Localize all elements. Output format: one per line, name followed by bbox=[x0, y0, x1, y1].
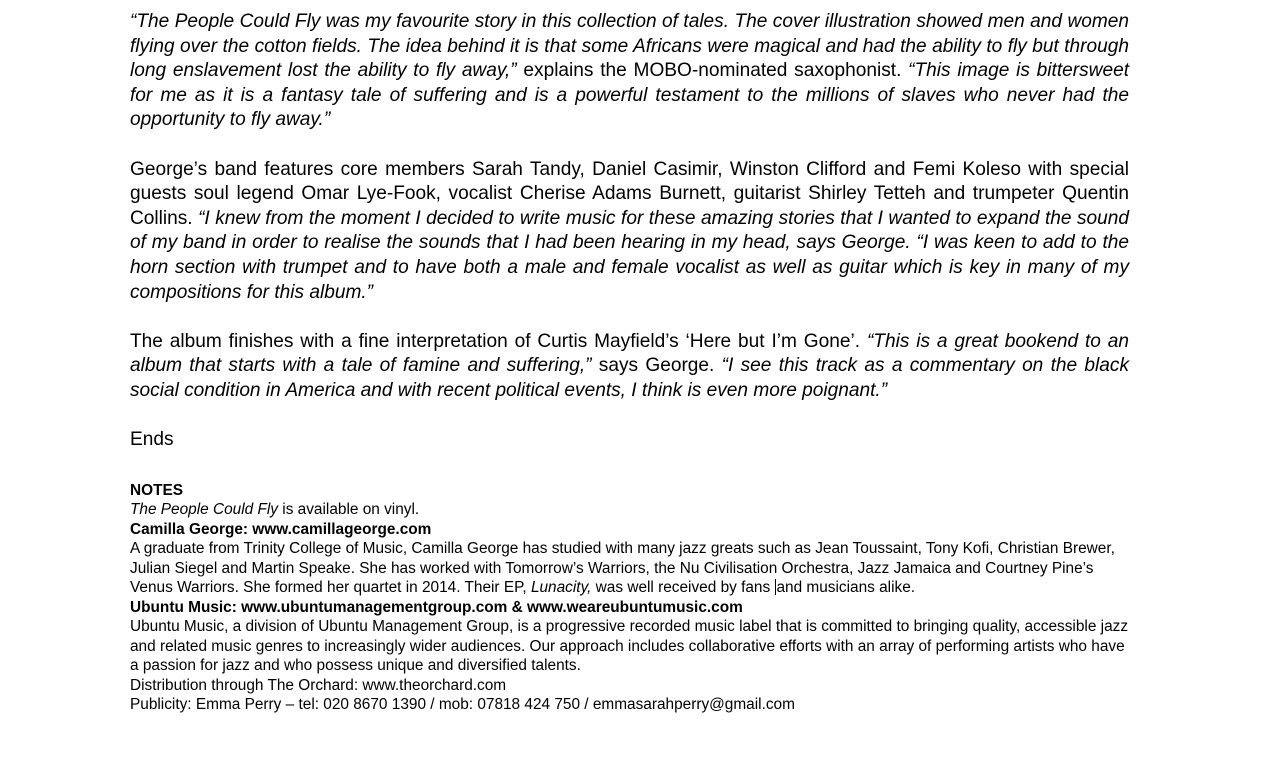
ends-marker: Ends bbox=[130, 429, 174, 451]
ubuntu-music-heading: Ubuntu Music: www.ubuntumanagementgroup.com & www.weareubuntumusic.com bbox=[130, 598, 743, 616]
availability-text: is available on vinyl. bbox=[278, 501, 420, 519]
says-george-text: says George. bbox=[591, 355, 722, 377]
quote-bookend: “This is a great bookend to an album that starts with a tale of famine and suffering,” bbox=[130, 330, 1129, 377]
notes-heading: NOTES bbox=[130, 481, 184, 499]
paragraph-band-members bbox=[130, 158, 1129, 306]
ubuntu-music-description: Ubuntu Music, a division of Ubuntu Management Group, is a progressive recorded music label that is committed to bringing quality, accessible jazz and related music genres to increasingly wider audiences. Our approach includes collaborative efforts with an array of performing artists who have a passion for jazz and who possess unique and diversified talents. bbox=[130, 618, 1129, 675]
availability-line bbox=[130, 500, 1129, 520]
quote-expand-sound: “I knew from the moment I decided to write music for these amazing stories that I wanted to expand the sound of my band in order to realise the sounds that I had been hearing in my head, says George. “I was keen to add to the horn section with trumpet and to have both a male and female vocalist as well as guitar which is key in many of my compositions for this album.” bbox=[130, 207, 1129, 303]
quote-commentary: “I see this track as a commentary on the black social condition in America and with recent political events, I think is even more poignant.” bbox=[130, 355, 1130, 401]
curtis-mayfield-text: The album finishes with a fine interpretation of Curtis Mayfield’s ‘Here but I’m Gone’. bbox=[130, 330, 867, 352]
paragraph-people-could-fly bbox=[130, 10, 1129, 133]
band-lineup-text: George’s band features core members Sarah Tandy, Daniel Casimir, Winston Clifford and Femi Koleso with special guests soul legend Omar Lye-Fook, vocalist Cherise Adams Burnett, guitarist Shirley Tetteh and trumpeter Quentin Collins. bbox=[130, 158, 1129, 229]
attribution-saxophonist: explains the MOBO-nominated saxophonist. bbox=[516, 60, 909, 82]
ep-title: Lunacity, bbox=[530, 579, 592, 597]
quote-cover-illustration: “The People Could Fly was my favourite story in this collection of tales. The cover illustration showed men and women flying over the cotton fields. The idea behind it is that some Africans were magical and had the ability to fly but through long enslavement lost the ability to fly away,” bbox=[130, 11, 1129, 82]
notes-section bbox=[130, 481, 1129, 715]
camilla-george-heading: Camilla George: www.camillageorge.com bbox=[130, 520, 432, 538]
album-title: The People Could Fly bbox=[130, 501, 278, 519]
publicity-line: Publicity: Emma Perry – tel: 020 8670 1390 / mob: 07818 424 750 / emmasarahperry@gmail.com bbox=[130, 696, 795, 714]
camilla-bio-text-3: and musicians alike. bbox=[776, 579, 916, 597]
quote-bittersweet: “This image is bittersweet for me as it is a fantasy tale of suffering and is a powerful testament to the millions of slaves who never had the opportunity to fly away.” bbox=[130, 60, 1130, 131]
document-page bbox=[130, 10, 1129, 715]
distribution-line: Distribution through The Orchard: www.theorchard.com bbox=[130, 676, 507, 694]
camilla-bio-text: A graduate from Trinity College of Music, Camilla George has studied with many jazz greats such as Jean Toussaint, Tony Kofi, Christian Brewer, Julian Siegel and Martin Speake. She has worked with Tomorrow’s Warriors, the Nu Civilisation Orchestra, Jazz Jamaica and Courtney Pine’s Venus Warriors. She formed her quartet in 2014. Their EP, bbox=[130, 540, 1115, 597]
camilla-george-bio bbox=[130, 539, 1129, 598]
camilla-bio-text-2: was well received by fans bbox=[591, 579, 775, 597]
paragraph-album-finish bbox=[130, 330, 1129, 404]
